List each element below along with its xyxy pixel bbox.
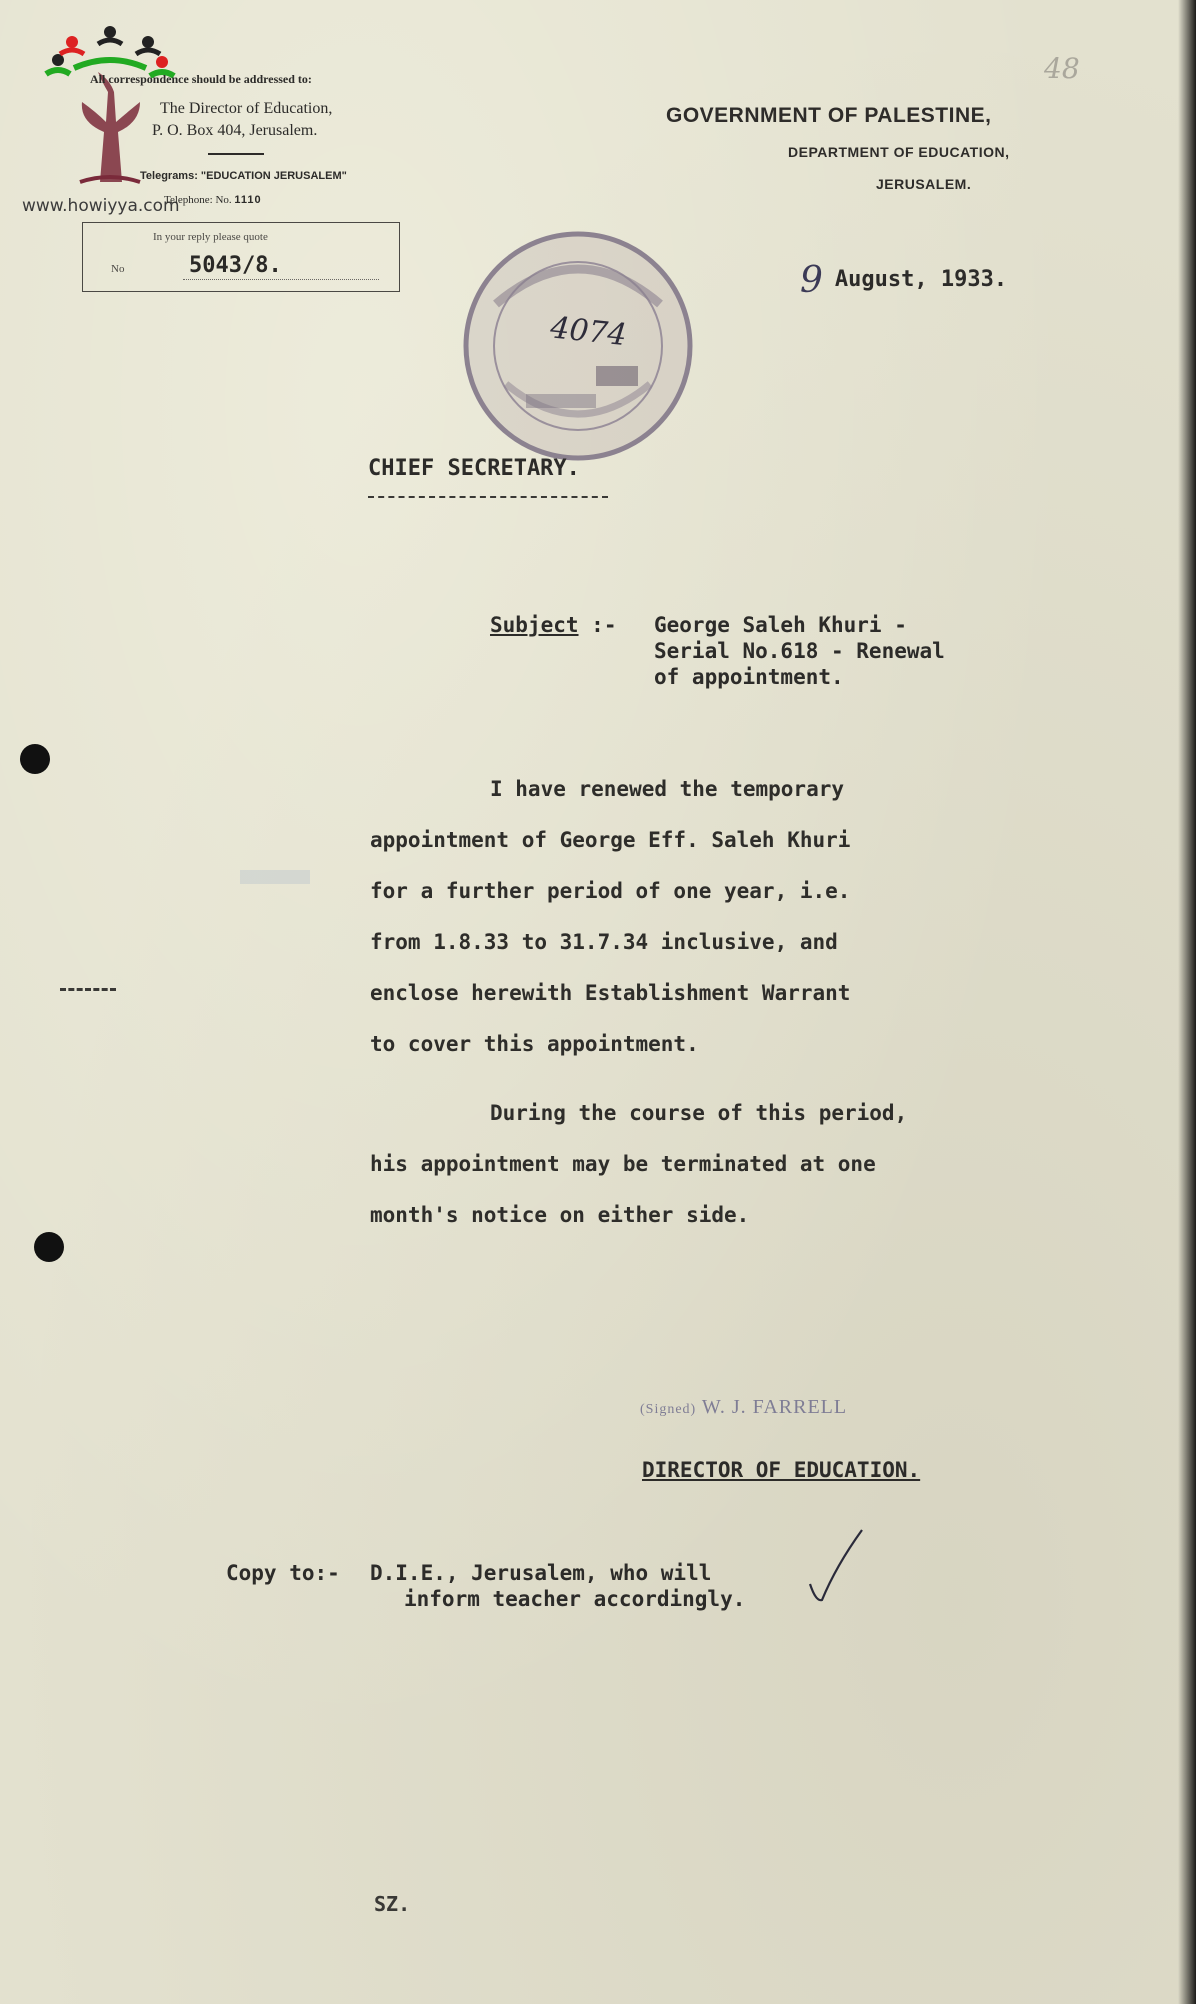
- date-month-year: August, 1933.: [834, 267, 1008, 292]
- copy-body: [370, 1560, 745, 1612]
- subject-line: George Saleh Khuri -: [654, 613, 907, 637]
- stamp-number: 4074: [548, 310, 629, 354]
- letterhead-rule: [208, 153, 264, 155]
- telephone-label: Telephone: No.: [164, 194, 232, 206]
- body-paragraph-2: [370, 1088, 907, 1241]
- body-line-text: During the course of this period,: [490, 1101, 908, 1125]
- body-line-text: I have renewed the temporary: [490, 777, 845, 801]
- subject-separator: :-: [591, 613, 617, 637]
- logo-tree: [82, 72, 140, 182]
- letterhead-director: The Director of Education,: [160, 100, 333, 117]
- signature: [640, 1396, 847, 1419]
- addressee-underline: [368, 496, 608, 498]
- reference-box: [82, 222, 400, 292]
- subject-line: Serial No.618 - Renewal: [654, 639, 945, 663]
- margin-dash: [60, 988, 116, 991]
- logo-people: [46, 26, 174, 76]
- subject-line: of appointment.: [654, 665, 844, 689]
- copy-line: D.I.E., Jerusalem, who will: [370, 1561, 712, 1585]
- copy-label: Copy to:-: [226, 1561, 340, 1585]
- typist-initials: SZ.: [374, 1892, 411, 1916]
- body-line: to cover this appointment.: [370, 1032, 699, 1056]
- copy-line: inform teacher accordingly.: [404, 1587, 746, 1611]
- body-line: for a further period of one year, i.e.: [370, 879, 851, 903]
- body-line: month's notice on either side.: [370, 1203, 750, 1227]
- faint-mark: [240, 870, 310, 884]
- reference-number: 5043/8.: [189, 253, 282, 278]
- telephone-number: 1110: [234, 194, 262, 206]
- letterhead-correspondence: All correspondence should be addressed to:: [90, 72, 312, 86]
- check-mark-icon: [806, 1526, 866, 1608]
- letterhead-po-box: P. O. Box 404, Jerusalem.: [152, 122, 318, 139]
- body-paragraph-1: [370, 764, 850, 1070]
- watermark-url: www.howiyya.com: [22, 196, 180, 216]
- subject-body: [654, 612, 945, 690]
- copy-block: [226, 1560, 746, 1611]
- signatory-title: DIRECTOR OF EDUCATION.: [642, 1458, 921, 1482]
- signatory-name: W. J. FARRELL: [701, 1396, 848, 1418]
- government-heading: GOVERNMENT OF PALESTINE,: [666, 104, 992, 127]
- body-line: his appointment may be terminated at one: [370, 1152, 876, 1176]
- body-line: [370, 1088, 907, 1139]
- reference-no-label: No: [111, 263, 125, 275]
- body-line: enclose herewith Establishment Warrant: [370, 981, 851, 1005]
- reference-dotted-line: [183, 279, 379, 280]
- body-line: from 1.8.33 to 31.7.34 inclusive, and: [370, 930, 838, 954]
- city-heading: JERUSALEM.: [876, 176, 972, 192]
- subject-label: Subject: [490, 613, 579, 637]
- department-heading: DEPARTMENT OF EDUCATION,: [788, 144, 1010, 160]
- punch-hole: [20, 744, 50, 774]
- letterhead-telephone: [164, 194, 262, 206]
- office-stamp: [456, 224, 700, 468]
- reference-quote-label: In your reply please quote: [153, 231, 268, 243]
- date-day: 9: [800, 260, 823, 301]
- subject-block: [490, 612, 945, 689]
- signed-label: (Signed): [640, 1402, 697, 1417]
- addressee: CHIEF SECRETARY.: [368, 456, 580, 481]
- howiyya-logo: [40, 22, 180, 192]
- letter-date: [800, 254, 1008, 301]
- letterhead-telegrams: Telegrams: "EDUCATION JERUSALEM": [140, 170, 347, 182]
- punch-hole: [34, 1232, 64, 1262]
- body-line: [370, 764, 850, 815]
- scan-edge-shadow: [1178, 0, 1196, 2004]
- page-number: 48: [1044, 52, 1080, 85]
- body-line: appointment of George Eff. Saleh Khuri: [370, 828, 851, 852]
